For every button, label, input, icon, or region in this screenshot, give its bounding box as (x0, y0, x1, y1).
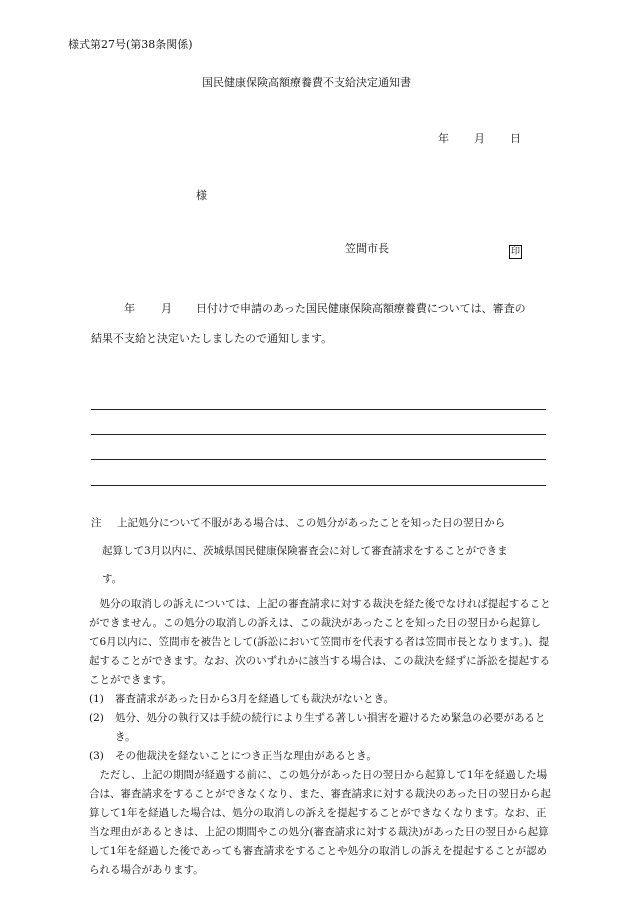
note-item-2-text: 処分、処分の執行又は手続の続行により生ずる著しい損害を避けるため緊急の必要があるとき。 (115, 712, 546, 743)
blank-line-1 (91, 409, 546, 410)
blank-line-4 (91, 485, 546, 486)
body-year: 年 (124, 302, 135, 315)
note-item-3 (89, 747, 551, 766)
note-item-1-text: 審査請求があった日から3月を経過しても裁決がないとき。 (115, 693, 395, 705)
date-line (438, 130, 521, 146)
notes-label: 注 (91, 517, 102, 529)
addressee-suffix: 様 (196, 189, 207, 202)
seal-mark (509, 239, 522, 259)
blank-line-3 (91, 459, 546, 460)
form-number: 様式第27号(第38条関係) (68, 38, 193, 51)
seal-char: 印 (510, 247, 520, 257)
note-item-2-num: (2) (89, 712, 104, 724)
appeal-line-1: 上記処分について不服がある場合は、この処分があったことを知った日の翌日から (117, 517, 506, 529)
note-item-1 (89, 690, 551, 709)
closing-paragraph: ただし、上記の期間が経過する前に、この処分があった日の翌日から起算して1年を経過した場合は、審査請求をすることができなくなり、また、審査請求に対する裁決のあった日の翌日から起算して1年を経過した場合は、処分の取消しの訴えを提起することができなくなります。なお、正当な理由があるときは、上記の期間やこの処分(審査請求に対する裁決)があった日の翌日から起算して1年を経過した後であっても審査請求をすることや処分の取消しの訴えを提起することが認められる場合があります。 (89, 769, 551, 876)
appeal-line-3: す。 (102, 573, 123, 585)
body-month: 月 (161, 302, 172, 315)
note-item-3-num: (3) (89, 750, 104, 762)
body-text-1: 日付けで申請のあった国民健康保険高額療養費については、審査の (196, 302, 526, 315)
note-item-2 (89, 709, 551, 747)
revocation-paragraph: 処分の取消しの訴えについては、上記の審査請求に対する裁決を経た後でなければ提起することができません。この処分の取消しの訴えは、この裁決があったことを知った日の翌日から起算して6月以内に、笠間市を被告として(訴訟において笠間市を代表する者は笠間市長となります。)、提起することができます。なお、次のいずれかに該当する場合は、この裁決を経ずに訴訟を提起することができます。 (89, 598, 551, 686)
document-title: 国民健康保険高額療養費不支給決定通知書 (202, 76, 411, 89)
body-line-1 (124, 300, 526, 316)
issuer-name: 笠間市長 (345, 242, 389, 255)
blank-line-2 (91, 434, 546, 435)
note-item-1-num: (1) (89, 693, 104, 705)
body-line-2: 結果不支給と決定いたしましたので通知します。 (91, 332, 333, 345)
appeal-line-2: 起算して3月以内に、茨城県国民健康保険審査会に対して審査請求をすることができま (102, 545, 508, 557)
date-year: 年 (438, 132, 449, 145)
date-month: 月 (474, 132, 485, 145)
note-item-3-text: その他裁決を経ないことにつき正当な理由があるとき。 (115, 750, 377, 762)
date-day: 日 (510, 132, 521, 145)
notes-section (89, 595, 551, 880)
